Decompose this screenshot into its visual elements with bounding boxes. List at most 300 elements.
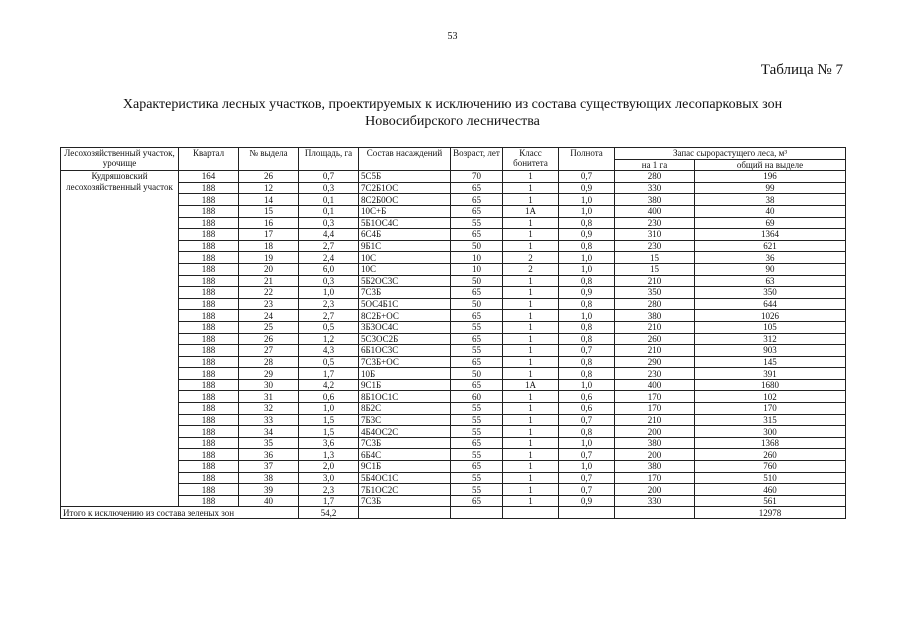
stock-per-ha-cell: 210 [615, 414, 695, 426]
stock-total-cell: 350 [695, 287, 846, 299]
table-body [61, 171, 846, 519]
density-cell: 0,6 [559, 391, 615, 403]
header-stock: Запас сырорастущего леса, м³ [615, 148, 846, 160]
composition-cell: 10С+Б [359, 205, 451, 217]
empty-cell [559, 507, 615, 519]
allotment-cell: 35 [239, 437, 299, 449]
stock-total-cell: 196 [695, 171, 846, 183]
class-cell: 1 [503, 403, 559, 415]
quarter-cell: 188 [179, 379, 239, 391]
class-cell: 1 [503, 495, 559, 507]
stock-per-ha-cell: 210 [615, 321, 695, 333]
composition-cell: 5ОС4Б1С [359, 298, 451, 310]
table-row [61, 403, 846, 415]
density-cell: 0,8 [559, 298, 615, 310]
quarter-cell: 188 [179, 298, 239, 310]
table-row [61, 356, 846, 368]
density-cell: 0,8 [559, 240, 615, 252]
density-cell: 0,6 [559, 403, 615, 415]
composition-cell: 9Б1С [359, 240, 451, 252]
density-cell: 0,8 [559, 426, 615, 438]
table-row [61, 229, 846, 241]
age-cell: 65 [451, 182, 503, 194]
density-cell: 0,8 [559, 217, 615, 229]
area-cell: 1,5 [299, 426, 359, 438]
quarter-cell: 188 [179, 263, 239, 275]
quarter-cell: 188 [179, 368, 239, 380]
area-cell: 2,7 [299, 240, 359, 252]
stock-total-cell: 69 [695, 217, 846, 229]
area-cell: 1,0 [299, 287, 359, 299]
allotment-cell: 21 [239, 275, 299, 287]
stock-total-cell: 145 [695, 356, 846, 368]
stock-total-cell: 38 [695, 194, 846, 206]
header-stock-per-ha: на 1 га [615, 159, 695, 171]
table-row [61, 345, 846, 357]
allotment-cell: 26 [239, 333, 299, 345]
stock-per-ha-cell: 210 [615, 345, 695, 357]
area-cell: 0,7 [299, 171, 359, 183]
allotment-cell: 25 [239, 321, 299, 333]
stock-total-cell: 102 [695, 391, 846, 403]
stock-per-ha-cell: 170 [615, 472, 695, 484]
density-cell: 0,7 [559, 345, 615, 357]
table-row [61, 333, 846, 345]
header-density: Полнота [559, 148, 615, 171]
density-cell: 1,0 [559, 205, 615, 217]
stock-per-ha-cell: 230 [615, 217, 695, 229]
composition-cell: 6С4Б [359, 229, 451, 241]
density-cell: 0,8 [559, 368, 615, 380]
age-cell: 65 [451, 194, 503, 206]
composition-cell: 6Б1ОС3С [359, 345, 451, 357]
area-cell: 1,2 [299, 333, 359, 345]
age-cell: 50 [451, 240, 503, 252]
allotment-cell: 16 [239, 217, 299, 229]
quarter-cell: 188 [179, 229, 239, 241]
quarter-cell: 188 [179, 495, 239, 507]
stock-per-ha-cell: 15 [615, 252, 695, 264]
composition-cell: 10С [359, 263, 451, 275]
area-cell: 0,3 [299, 275, 359, 287]
composition-cell: 8С2Б0ОС [359, 194, 451, 206]
area-cell: 6,0 [299, 263, 359, 275]
quarter-cell: 188 [179, 391, 239, 403]
class-cell: 1 [503, 391, 559, 403]
area-cell: 2,7 [299, 310, 359, 322]
total-row [61, 507, 846, 519]
table-row [61, 240, 846, 252]
table-row [61, 287, 846, 299]
header-age: Возраст, лет [451, 148, 503, 171]
class-cell: 1 [503, 240, 559, 252]
age-cell: 50 [451, 298, 503, 310]
age-cell: 60 [451, 391, 503, 403]
area-cell: 0,6 [299, 391, 359, 403]
stock-total-cell: 561 [695, 495, 846, 507]
stock-total-cell: 312 [695, 333, 846, 345]
composition-cell: 9С1Б [359, 379, 451, 391]
composition-cell: 4Б4ОС2С [359, 426, 451, 438]
quarter-cell: 188 [179, 356, 239, 368]
stock-per-ha-cell: 200 [615, 449, 695, 461]
area-cell: 1,3 [299, 449, 359, 461]
class-cell: 1 [503, 287, 559, 299]
table-row [61, 275, 846, 287]
empty-cell [359, 507, 451, 519]
allotment-cell: 37 [239, 461, 299, 473]
total-stock: 12978 [695, 507, 846, 519]
table-row [61, 182, 846, 194]
age-cell: 55 [451, 345, 503, 357]
age-cell: 55 [451, 484, 503, 496]
class-cell: 1 [503, 182, 559, 194]
class-cell: 1 [503, 449, 559, 461]
stock-per-ha-cell: 170 [615, 403, 695, 415]
allotment-cell: 26 [239, 171, 299, 183]
header-allotment: № выдела [239, 148, 299, 171]
class-cell: 1 [503, 333, 559, 345]
composition-cell: 7С3Б [359, 287, 451, 299]
density-cell: 0,8 [559, 356, 615, 368]
stock-total-cell: 460 [695, 484, 846, 496]
quarter-cell: 188 [179, 437, 239, 449]
table-row [61, 426, 846, 438]
area-cell: 0,3 [299, 182, 359, 194]
table-row [61, 298, 846, 310]
allotment-cell: 27 [239, 345, 299, 357]
composition-cell: 7Б3С [359, 414, 451, 426]
class-cell: 1 [503, 310, 559, 322]
area-cell: 0,5 [299, 356, 359, 368]
area-cell: 4,4 [299, 229, 359, 241]
composition-cell: 6Б4С [359, 449, 451, 461]
age-cell: 10 [451, 263, 503, 275]
allotment-cell: 19 [239, 252, 299, 264]
quarter-cell: 188 [179, 345, 239, 357]
header-stock-total: общий на выделе [695, 159, 846, 171]
stock-per-ha-cell: 380 [615, 194, 695, 206]
density-cell: 0,7 [559, 171, 615, 183]
allotment-cell: 18 [239, 240, 299, 252]
quarter-cell: 188 [179, 449, 239, 461]
stock-total-cell: 315 [695, 414, 846, 426]
table-row [61, 495, 846, 507]
density-cell: 0,7 [559, 484, 615, 496]
table-row [61, 263, 846, 275]
stock-per-ha-cell: 380 [615, 437, 695, 449]
page-number: 53 [447, 31, 458, 42]
stock-per-ha-cell: 260 [615, 333, 695, 345]
allotment-cell: 33 [239, 414, 299, 426]
quarter-cell: 188 [179, 461, 239, 473]
quarter-cell: 188 [179, 333, 239, 345]
quarter-cell: 188 [179, 414, 239, 426]
title-line-2: Новосибирского лесничества [365, 114, 540, 129]
density-cell: 0,7 [559, 414, 615, 426]
stock-total-cell: 760 [695, 461, 846, 473]
stock-total-cell: 1680 [695, 379, 846, 391]
table-row [61, 205, 846, 217]
stock-per-ha-cell: 310 [615, 229, 695, 241]
stock-per-ha-cell: 230 [615, 240, 695, 252]
quarter-cell: 188 [179, 287, 239, 299]
stock-total-cell: 105 [695, 321, 846, 333]
class-cell: 1А [503, 205, 559, 217]
total-label: Итого к исключению из состава зеленых зон [61, 507, 299, 519]
quarter-cell: 188 [179, 252, 239, 264]
class-cell: 1 [503, 229, 559, 241]
class-cell: 1 [503, 484, 559, 496]
age-cell: 65 [451, 379, 503, 391]
class-cell: 1 [503, 356, 559, 368]
stock-per-ha-cell: 170 [615, 391, 695, 403]
stock-total-cell: 63 [695, 275, 846, 287]
age-cell: 55 [451, 449, 503, 461]
stock-total-cell: 300 [695, 426, 846, 438]
class-cell: 1 [503, 171, 559, 183]
density-cell: 0,8 [559, 333, 615, 345]
stock-total-cell: 621 [695, 240, 846, 252]
age-cell: 65 [451, 205, 503, 217]
age-cell: 55 [451, 472, 503, 484]
area-cell: 0,1 [299, 205, 359, 217]
class-cell: 2 [503, 263, 559, 275]
age-cell: 55 [451, 403, 503, 415]
age-cell: 55 [451, 217, 503, 229]
quarter-cell: 188 [179, 205, 239, 217]
empty-cell [503, 507, 559, 519]
area-cell: 3,0 [299, 472, 359, 484]
density-cell: 0,8 [559, 321, 615, 333]
allotment-cell: 32 [239, 403, 299, 415]
age-cell: 55 [451, 414, 503, 426]
density-cell: 1,0 [559, 461, 615, 473]
area-cell: 1,7 [299, 368, 359, 380]
table-row [61, 368, 846, 380]
stock-per-ha-cell: 280 [615, 298, 695, 310]
composition-cell: 3Б3ОС4С [359, 321, 451, 333]
composition-cell: 10Б [359, 368, 451, 380]
empty-cell [615, 507, 695, 519]
composition-cell: 5С3ОС2Б [359, 333, 451, 345]
density-cell: 0,9 [559, 495, 615, 507]
location-cell: Кудряшовский лесохозяйственный участок [61, 171, 179, 507]
allotment-cell: 34 [239, 426, 299, 438]
allotment-cell: 36 [239, 449, 299, 461]
composition-cell: 8Б1ОС1С [359, 391, 451, 403]
area-cell: 0,5 [299, 321, 359, 333]
age-cell: 70 [451, 171, 503, 183]
density-cell: 1,0 [559, 310, 615, 322]
area-cell: 1,7 [299, 495, 359, 507]
age-cell: 50 [451, 275, 503, 287]
header-composition: Состав насаждений [359, 148, 451, 171]
stock-total-cell: 1368 [695, 437, 846, 449]
class-cell: 1 [503, 472, 559, 484]
header-quarter: Квартал [179, 148, 239, 171]
table-row [61, 321, 846, 333]
area-cell: 0,3 [299, 217, 359, 229]
density-cell: 0,9 [559, 287, 615, 299]
class-cell: 1 [503, 414, 559, 426]
quarter-cell: 188 [179, 217, 239, 229]
title-line-1: Характеристика лесных участков, проектируемых к исключению из состава существующих лесопарковых зон [122, 97, 783, 112]
quarter-cell: 188 [179, 310, 239, 322]
density-cell: 1,0 [559, 379, 615, 391]
stock-total-cell: 903 [695, 345, 846, 357]
table-row [61, 414, 846, 426]
density-cell: 0,7 [559, 472, 615, 484]
age-cell: 65 [451, 495, 503, 507]
quarter-cell: 188 [179, 472, 239, 484]
forest-plots-table [60, 147, 846, 519]
quarter-cell: 188 [179, 426, 239, 438]
composition-cell: 8Б2С [359, 403, 451, 415]
age-cell: 65 [451, 229, 503, 241]
quarter-cell: 188 [179, 182, 239, 194]
stock-total-cell: 510 [695, 472, 846, 484]
empty-cell [451, 507, 503, 519]
stock-total-cell: 391 [695, 368, 846, 380]
allotment-cell: 15 [239, 205, 299, 217]
header-row-1 [61, 148, 846, 160]
class-cell: 1 [503, 298, 559, 310]
quarter-cell: 188 [179, 275, 239, 287]
allotment-cell: 29 [239, 368, 299, 380]
area-cell: 1,5 [299, 414, 359, 426]
class-cell: 1 [503, 194, 559, 206]
stock-per-ha-cell: 380 [615, 310, 695, 322]
allotment-cell: 20 [239, 263, 299, 275]
class-cell: 1 [503, 461, 559, 473]
area-cell: 4,2 [299, 379, 359, 391]
table-row [61, 449, 846, 461]
table-row [61, 472, 846, 484]
density-cell: 1,0 [559, 263, 615, 275]
allotment-cell: 23 [239, 298, 299, 310]
composition-cell: 7С3Б+ОС [359, 356, 451, 368]
composition-cell: 7С3Б [359, 495, 451, 507]
composition-cell: 10С [359, 252, 451, 264]
age-cell: 55 [451, 321, 503, 333]
stock-total-cell: 260 [695, 449, 846, 461]
stock-total-cell: 1364 [695, 229, 846, 241]
class-cell: 1 [503, 345, 559, 357]
composition-cell: 5Б1ОС4С [359, 217, 451, 229]
stock-per-ha-cell: 200 [615, 484, 695, 496]
age-cell: 65 [451, 333, 503, 345]
area-cell: 0,1 [299, 194, 359, 206]
age-cell: 65 [451, 461, 503, 473]
age-cell: 65 [451, 356, 503, 368]
class-cell: 1 [503, 437, 559, 449]
density-cell: 0,7 [559, 449, 615, 461]
stock-total-cell: 40 [695, 205, 846, 217]
stock-total-cell: 90 [695, 263, 846, 275]
stock-per-ha-cell: 350 [615, 287, 695, 299]
allotment-cell: 31 [239, 391, 299, 403]
density-cell: 0,8 [559, 275, 615, 287]
quarter-cell: 164 [179, 171, 239, 183]
density-cell: 1,0 [559, 252, 615, 264]
area-cell: 1,0 [299, 403, 359, 415]
header-section: Лесохозяйственный участок, урочище [61, 148, 179, 171]
table-row [61, 461, 846, 473]
age-cell: 50 [451, 368, 503, 380]
allotment-cell: 22 [239, 287, 299, 299]
area-cell: 2,4 [299, 252, 359, 264]
composition-cell: 7С3Б [359, 437, 451, 449]
allotment-cell: 28 [239, 356, 299, 368]
allotment-cell: 40 [239, 495, 299, 507]
class-cell: 1 [503, 426, 559, 438]
table-row [61, 379, 846, 391]
stock-total-cell: 644 [695, 298, 846, 310]
allotment-cell: 39 [239, 484, 299, 496]
stock-total-cell: 170 [695, 403, 846, 415]
table-number: Таблица № 7 [760, 62, 843, 78]
stock-total-cell: 36 [695, 252, 846, 264]
area-cell: 2,0 [299, 461, 359, 473]
allotment-cell: 14 [239, 194, 299, 206]
table-row [61, 391, 846, 403]
density-cell: 0,9 [559, 182, 615, 194]
allotment-cell: 17 [239, 229, 299, 241]
stock-per-ha-cell: 330 [615, 182, 695, 194]
table-row [61, 484, 846, 496]
class-cell: 1 [503, 368, 559, 380]
total-area: 54,2 [299, 507, 359, 519]
stock-per-ha-cell: 280 [615, 171, 695, 183]
composition-cell: 9С1Б [359, 461, 451, 473]
density-cell: 0,9 [559, 229, 615, 241]
stock-per-ha-cell: 230 [615, 368, 695, 380]
class-cell: 1 [503, 275, 559, 287]
stock-per-ha-cell: 210 [615, 275, 695, 287]
table-row [61, 171, 846, 183]
table-row [61, 437, 846, 449]
stock-total-cell: 99 [695, 182, 846, 194]
area-cell: 3,6 [299, 437, 359, 449]
stock-per-ha-cell: 290 [615, 356, 695, 368]
area-cell: 2,3 [299, 484, 359, 496]
quarter-cell: 188 [179, 403, 239, 415]
table-row [61, 194, 846, 206]
table-row [61, 310, 846, 322]
stock-per-ha-cell: 200 [615, 426, 695, 438]
age-cell: 65 [451, 437, 503, 449]
area-cell: 4,3 [299, 345, 359, 357]
stock-per-ha-cell: 380 [615, 461, 695, 473]
table-row [61, 217, 846, 229]
class-cell: 1 [503, 217, 559, 229]
header-area: Площадь, га [299, 148, 359, 171]
allotment-cell: 38 [239, 472, 299, 484]
composition-cell: 7Б1ОС2С [359, 484, 451, 496]
density-cell: 1,0 [559, 437, 615, 449]
composition-cell: 8С2Б+ОС [359, 310, 451, 322]
table-row [61, 252, 846, 264]
class-cell: 1А [503, 379, 559, 391]
allotment-cell: 12 [239, 182, 299, 194]
allotment-cell: 24 [239, 310, 299, 322]
quarter-cell: 188 [179, 194, 239, 206]
age-cell: 10 [451, 252, 503, 264]
stock-per-ha-cell: 400 [615, 379, 695, 391]
class-cell: 2 [503, 252, 559, 264]
stock-per-ha-cell: 330 [615, 495, 695, 507]
